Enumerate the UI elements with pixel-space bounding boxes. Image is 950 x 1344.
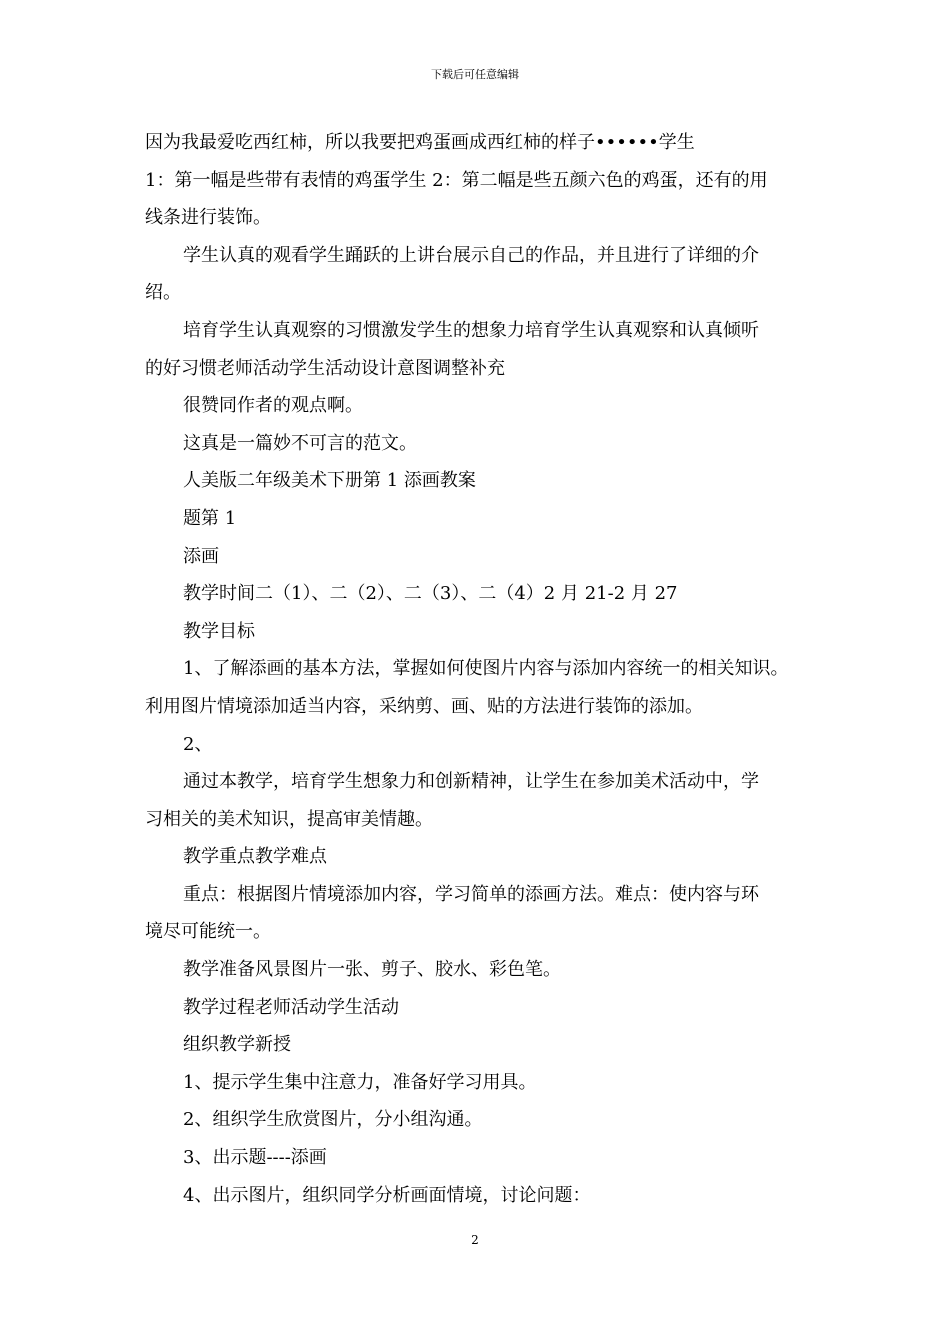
text-line: 教学重点教学难点 bbox=[183, 846, 327, 868]
text-line: 这真是一篇妙不可言的范文。 bbox=[183, 432, 417, 454]
text-line: 教学准备风景图片一张、剪子、胶水、彩色笔。 bbox=[183, 959, 561, 981]
text-line: 4、出示图片，组织同学分析画面情境，讨论问题： bbox=[183, 1184, 591, 1206]
text-line: 通过本教学，培育学生想象力和创新精神，让学生在参加美术活动中，学 bbox=[183, 771, 759, 793]
text-line: 培育学生认真观察的习惯激发学生的想象力培育学生认真观察和认真倾听 bbox=[183, 319, 759, 341]
text-line: 学生认真的观看学生踊跃的上讲台展示自己的作品，并且进行了详细的介 bbox=[183, 244, 759, 266]
text-line: 2、组织学生欣赏图片，分小组沟通。 bbox=[183, 1109, 483, 1131]
text-line: 添画 bbox=[183, 545, 219, 567]
text-line: 教学过程老师活动学生活动 bbox=[183, 996, 399, 1018]
text-line: 1、提示学生集中注意力，准备好学习用具。 bbox=[183, 1071, 537, 1093]
text-line: 很赞同作者的观点啊。 bbox=[183, 395, 363, 417]
text-line: 习相关的美术知识，提高审美情趣。 bbox=[145, 808, 433, 830]
text-line: 利用图片情境添加适当内容，采纳剪、画、贴的方法进行装饰的添加。 bbox=[145, 695, 703, 717]
page-header: 下载后可任意编辑 bbox=[431, 68, 519, 81]
text-line: 1、了解添画的基本方法，掌握如何使图片内容与添加内容统一的相关知识。 bbox=[183, 658, 789, 680]
text-line: 境尽可能统一。 bbox=[145, 921, 271, 943]
text-line: 题第 1 bbox=[183, 507, 237, 529]
text-line: 1：第一幅是些带有表情的鸡蛋学生 2：第二幅是些五颜六色的鸡蛋，还有的用 bbox=[145, 169, 768, 191]
text-line: 人美版二年级美术下册第 1 添画教案 bbox=[183, 470, 476, 492]
text-line: 重点：根据图片情境添加内容，学习简单的添画方法。难点：使内容与环 bbox=[183, 883, 759, 905]
text-line: 3、出示题----添画 bbox=[183, 1147, 327, 1169]
text-line: 因为我最爱吃西红柿，所以我要把鸡蛋画成西红柿的样子••••••学生 bbox=[145, 132, 695, 153]
text-line: 组织教学新授 bbox=[183, 1034, 291, 1056]
text-line: 的好习惯老师活动学生活动设计意图调整补充 bbox=[145, 357, 505, 379]
text-line: 教学时间二（1）、二（2）、二（3）、二（4）2 月 21-2 月 27 bbox=[183, 583, 678, 605]
page-number: 2 bbox=[471, 1233, 479, 1247]
text-line: 2、 bbox=[183, 733, 213, 755]
text-line: 线条进行装饰。 bbox=[145, 207, 271, 229]
text-line: 绍。 bbox=[145, 282, 181, 304]
text-line: 教学目标 bbox=[183, 620, 255, 642]
document-body bbox=[145, 124, 810, 1214]
